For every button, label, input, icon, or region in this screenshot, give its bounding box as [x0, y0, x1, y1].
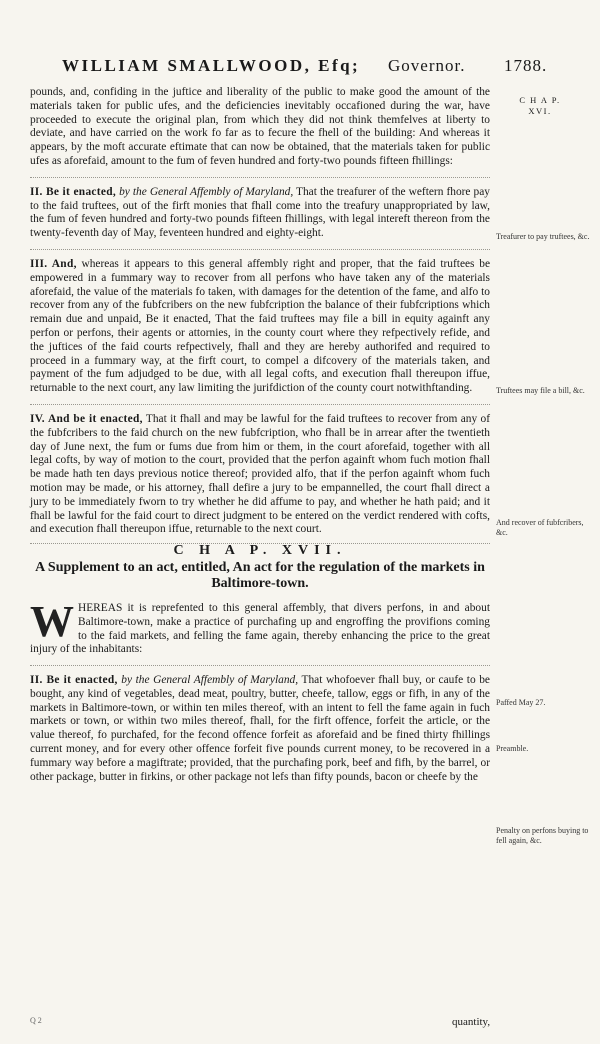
- preamble: [30, 596, 490, 657]
- document-body: [30, 86, 490, 784]
- margin-note-penalty: Penalty on perfons buying to fell again, &c.: [496, 826, 589, 845]
- section-iii-text: whereas it appears to this general affembly right and proper, that the faid truftees be empowered in a fummary way to recover from all perfons who have taken any of the materials aforefaid, the value of the materials fo taken, with damages for the detention of the fame, and alfo to recover from any of the fubfcribers on the new fubfcription the balance of their fubfcriptions which remain due and unpaid, Be it enacted, That the faid truftees may file a bill in equity againft any perfon or perfons, their agents or attornies, in the county court where they refpectively refide, and the juftices of the faid courts refpectively, fhall and they are hereby authorifed and required to proceed in a fummary way, at the firft court, to compel a difcovery of the materials taken, and payment of the fum adjudged to be due, with all legal cofts, and execution fhall thereupon iffue, returnable to the next court, any law limiting the jurifdiction of the county court notwithftanding.: [30, 257, 490, 395]
- header-role: Governor.: [388, 56, 466, 75]
- section-ii: [30, 177, 490, 241]
- margin-note-preamble: Preamble.: [496, 744, 529, 753]
- header-name: WILLIAM SMALLWOOD, Efq;: [62, 56, 361, 75]
- catchword: quantity,: [452, 1016, 491, 1028]
- margin-chap-word: C H A P.: [519, 95, 561, 105]
- section-ii-italic: by the General Affembly of Maryland,: [119, 185, 294, 198]
- margin-chap-label: [505, 95, 575, 117]
- chapter-heading: C H A P. XVII.: [30, 543, 490, 558]
- margin-chap-number: XVI.: [528, 106, 552, 116]
- section-ii-lead: II. Be it enacted,: [30, 185, 117, 198]
- header-year: 1788.: [504, 56, 548, 75]
- section-iii: [30, 249, 490, 396]
- margin-note-recover: And recover of fubfcribers, &c.: [496, 518, 584, 537]
- section-iv-lead: IV. And be it enacted,: [30, 412, 143, 425]
- margin-note-trustees: Truftees may file a bill, &c.: [496, 386, 585, 395]
- section-iii-lead: III. And,: [30, 257, 77, 270]
- drop-cap: W: [30, 596, 74, 646]
- section-ii-text: That the treafurer of the weftern fhore pay to the faid truftees, out of the firft monies that fhall come into the treafury unappropriated by law, the fum of feven hundred and forty-two pounds fifteen fhillings, with legal intereft thereon from the twenty-feventh day of May, feventeen hundred and eighty-eight.: [30, 185, 490, 240]
- preamble-text: HEREAS it is reprefented to this general affembly, that divers perfons, in and about Baltimore-town, make a practice of purchafing up and engroffing the provifions coming to the faid markets, and felling the fame again, thereby enhancing the price to the great injury of the inhabitants:: [30, 601, 490, 656]
- margin-note-treasurer: Treafurer to pay truftees, &c.: [496, 232, 590, 241]
- section-iv: [30, 404, 490, 537]
- section-ii-supplement: [30, 665, 490, 784]
- act-title: A Supplement to an act, entitled, An act for the regulation of the markets in Baltimore-town.: [35, 559, 485, 591]
- signature-mark: Q 2: [30, 1016, 42, 1025]
- section-ii-supplement-text: That whofoever fhall buy, or caufe to be bought, any kind of vegetables, dead meat, poultry, butter, cheefe, tallow, eggs or fifh, in any of the markets in Baltimore-town, or within ten miles thereof, with an intent to fell the fame again in fuch markets or town, or within two miles thereof, fhall, for the firft offence, forfeit the article, or the value thereof, fo purchafed, for the fecond offence forfeit as aforefaid and be fined thirty fhillings current money, and for every other offence forfeit five pounds current money, to be recovered in a fummary way before a magiftrate; provided, that the purchafing pork, beef and fifh, by the barrel, or other package, butter in firkins, or other package not lefs than fifty pounds, bacon or cheefe by the: [30, 674, 490, 783]
- section-iv-text: That it fhall and may be lawful for the faid truftees to recover from any of the fubfcribers to the faid church on the new fubfcription, who fhall be in arrear after the twentieth day of June next, the fum or fums due from him or them, in the court aforefaid, together with all legal cofts, by way of motion to the court, provided that the perfon againft whom fuch motion fhall be made hath ten days previous notice thereof; provided alfo, that if the perfon againft whom fuch motion may be made, or his attorney, fhall defire a jury to be empannelled, the court fhall direct a jury to be immediately fworn to try whether he did affume to pay, and whether he hath paid; and it fhall be lawful for the faid court to direct judgment to be entered on the verdict rendered with cofts, and execution fhall thereupon iffue, returnable to the next court.: [30, 412, 490, 536]
- margin-note-passed: Paffed May 27.: [496, 698, 546, 707]
- section-ii-supplement-lead: II. Be it enacted,: [30, 674, 118, 687]
- section-ii-supplement-italic: by the General Affembly of Maryland,: [121, 674, 299, 687]
- paragraph-continuation: pounds, and, confiding in the juftice and liberality of the public to make good the amount of the materials taken for public ufes, and the deficiencies inevitably occafioned during the war, have proceeded to execute the original plan, from which they did not think themfelves at liberty to deviate, and have carried on the work fo far as to fecure the fhell of the building: And whereas it appears, by the moft accurate eftimate that can now be obtained, that the materials taken for public ufes as aforefaid, amount to the fum of feven hundred and forty-two pounds fifteen fhillings:: [30, 86, 490, 167]
